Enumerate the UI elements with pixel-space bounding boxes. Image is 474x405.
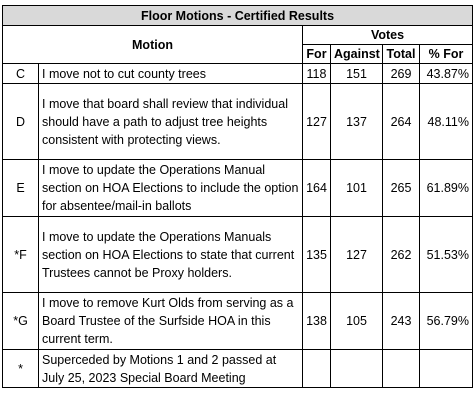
for-header: For [303,45,331,64]
votes-against: 101 [331,160,383,217]
pct-for: 56.79% [420,293,473,350]
votes-for: 135 [303,217,331,293]
against-header: Against [331,45,383,64]
votes-against: 137 [331,84,383,160]
motion-id: *G [3,293,39,350]
motion-id: C [3,64,39,84]
pct-for-header: % For [420,45,473,64]
votes-total [383,350,420,388]
votes-total: 264 [383,84,420,160]
table-row [3,217,473,293]
motion-text: I move not to cut county trees [39,64,303,84]
votes-against: 105 [331,293,383,350]
motion-id: E [3,160,39,217]
motion-text: I move to remove Kurt Olds from serving as a Board Trustee of the Surfside HOA in this current term. [39,293,303,350]
motion-text: I move to update the Operations Manual section on HOA Elections to include the option for absentee/mail-in ballots [39,160,303,217]
votes-against: 151 [331,64,383,84]
pct-for: 48.11% [420,84,473,160]
votes-total: 265 [383,160,420,217]
table-row [3,84,473,160]
motion-id: D [3,84,39,160]
votes-total: 269 [383,64,420,84]
pct-for: 43.87% [420,64,473,84]
pct-for: 61.89% [420,160,473,217]
motion-text: Superceded by Motions 1 and 2 passed at July 25, 2023 Special Board Meeting [39,350,303,388]
votes-for: 138 [303,293,331,350]
votes-for: 118 [303,64,331,84]
results-table [2,5,473,388]
votes-against [331,350,383,388]
votes-for [303,350,331,388]
table-title: Floor Motions - Certified Results [3,6,473,26]
motion-text: I move that board shall review that individual should have a path to adjust tree heights consistent with protecting views. [39,84,303,160]
motion-id: * [3,350,39,388]
motion-header: Motion [3,26,303,64]
votes-header: Votes [303,26,473,45]
votes-total: 262 [383,217,420,293]
title-row [3,6,473,26]
table-row [3,350,473,388]
total-header: Total [383,45,420,64]
table-row [3,160,473,217]
pct-for: 51.53% [420,217,473,293]
pct-for [420,350,473,388]
motion-text: I move to update the Operations Manuals section on HOA Elections to state that current Trustees cannot be Proxy holders. [39,217,303,293]
votes-for: 127 [303,84,331,160]
table-row [3,64,473,84]
table-row [3,293,473,350]
votes-total: 243 [383,293,420,350]
motion-id: *F [3,217,39,293]
votes-for: 164 [303,160,331,217]
header-row-1 [3,26,473,45]
votes-against: 127 [331,217,383,293]
